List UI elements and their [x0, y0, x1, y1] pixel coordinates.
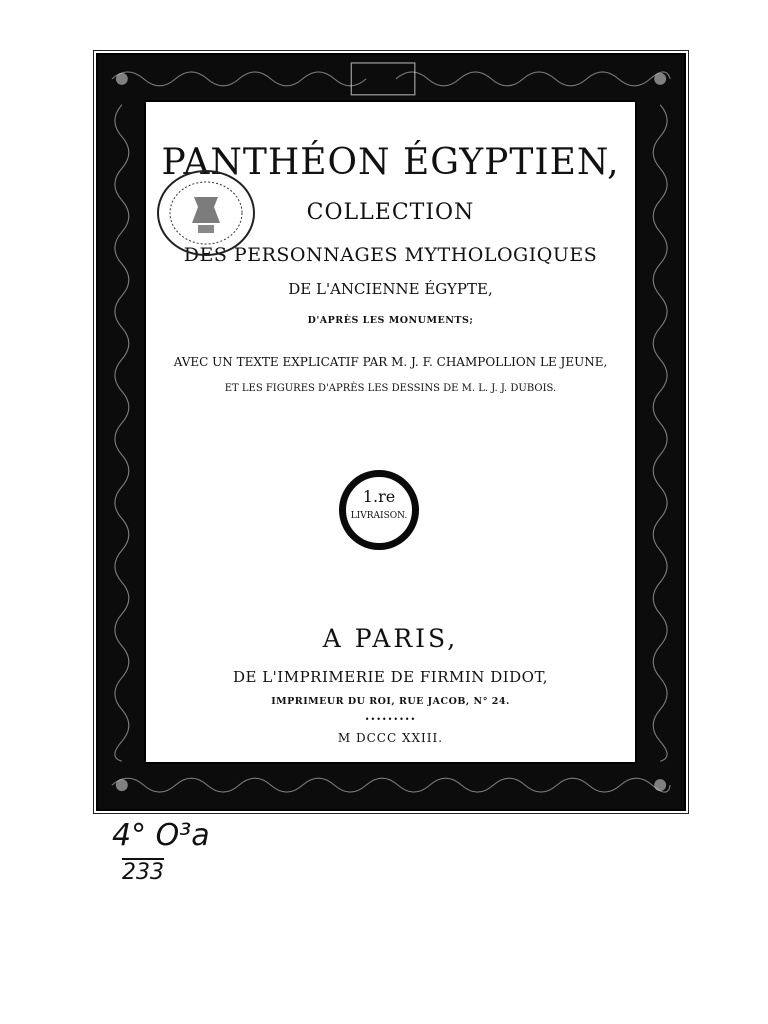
library-stamp-icon: [154, 167, 258, 259]
imprint-year: M DCCC XXIII.: [337, 731, 444, 745]
livraison-label: LIVRAISON.: [350, 511, 408, 521]
author-credit: AVEC UN TEXTE EXPLICATIF PAR M. J. F. CHAMPOLLION LE JEUNE,: [173, 355, 608, 369]
imprint-address: IMPRIMEUR DU ROI, RUE JACOB, N° 24.: [271, 696, 510, 707]
subtitle-personnages: DES PERSONNAGES MYTHOLOGIQUES: [183, 244, 598, 266]
shelfmark-line-2: 233: [122, 860, 164, 885]
livraison-badge: [339, 470, 419, 550]
book-title: PANTHÉON ÉGYPTIEN,: [161, 142, 620, 183]
subtitle-ancienne-egypte: DE L'ANCIENNE ÉGYPTE,: [288, 280, 493, 298]
livraison-number: 1.re: [362, 487, 396, 506]
imprint-city: A PARIS,: [322, 624, 459, 653]
subtitle-collection: COLLECTION: [306, 200, 475, 225]
imprint-ornament: •••••••••: [364, 715, 417, 724]
imprint-printer: DE L'IMPRIMERIE DE FIRMIN DIDOT,: [232, 668, 549, 686]
shelfmark-line-1: 4° O³a: [112, 818, 210, 853]
illustrator-credit: ET LES FIGURES D'APRÈS LES DESSINS DE M. L. J. J. DUBOIS.: [224, 383, 557, 394]
subtitle-monuments: D'APRÈS LES MONUMENTS;: [307, 315, 474, 326]
